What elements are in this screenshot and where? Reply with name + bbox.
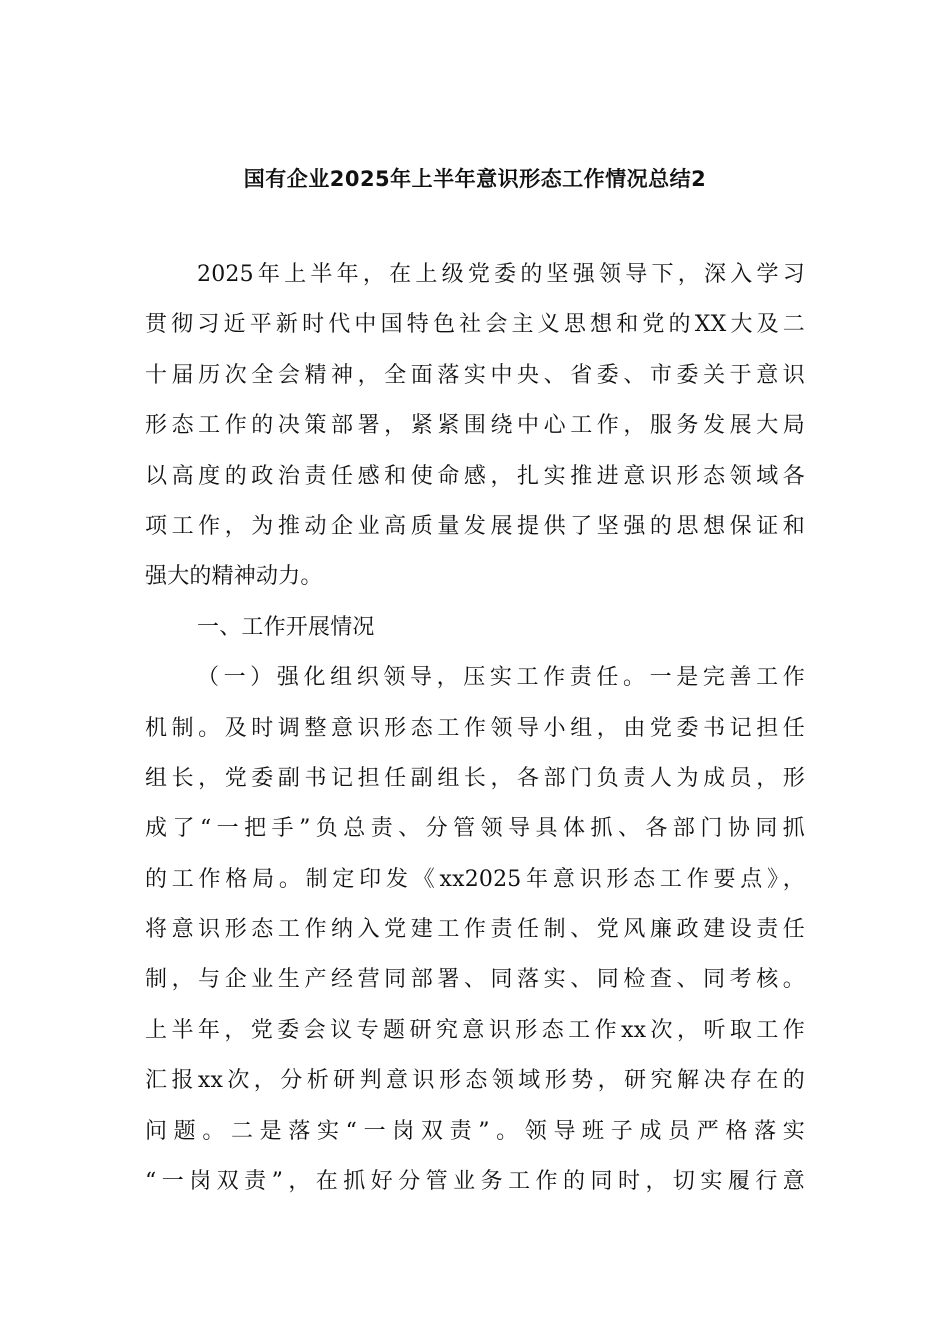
paragraph-line: 以高度的政治责任感和使命感，扎实推进意识形态领域各 xyxy=(145,463,805,489)
section-heading: 一、工作开展情况 xyxy=(197,614,375,640)
paragraph-line: 强大的精神动力。 xyxy=(145,564,323,590)
paragraph-line: 将意识形态工作纳入党建工作责任制、党风廉政建设责任 xyxy=(145,917,805,943)
paragraph-line: 上半年，党委会议专题研究意识形态工作xx次，听取工作 xyxy=(145,1017,805,1043)
paragraph-line: 问题。二是落实“一岗双责”。领导班子成员严格落实 xyxy=(145,1118,805,1144)
paragraph-line: 贯彻习近平新时代中国特色社会主义思想和党的XX大及二 xyxy=(145,312,805,338)
paragraph-line: （一）强化组织领导，压实工作责任。一是完善工作 xyxy=(197,665,805,691)
paragraph-line: 2025年上半年，在上级党委的坚强领导下，深入学习 xyxy=(197,262,805,287)
paragraph-line: 的工作格局。制定印发《xx2025年意识形态工作要点》， xyxy=(145,866,805,892)
paragraph-line: 机制。及时调整意识形态工作领导小组，由党委书记担任 xyxy=(145,715,805,741)
paragraph-line: 组长，党委副书记担任副组长，各部门负责人为成员，形 xyxy=(145,765,805,791)
document-body xyxy=(145,250,805,1207)
paragraph-line: 形态工作的决策部署，紧紧围绕中心工作，服务发展大局 xyxy=(145,413,805,439)
paragraph-line: 十届历次全会精神，全面落实中央、省委、市委关于意识 xyxy=(145,362,805,388)
paragraph-line: “一岗双责”，在抓好分管业务工作的同时，切实履行意 xyxy=(145,1169,805,1195)
document-title: 国有企业2025年上半年意识形态工作情况总结2 xyxy=(243,167,707,191)
paragraph-line: 项工作，为推动企业高质量发展提供了坚强的思想保证和 xyxy=(145,513,805,539)
paragraph-line: 汇报xx次，分析研判意识形态领域形势，研究解决存在的 xyxy=(145,1068,805,1094)
paragraph-line: 成了“一把手”负总责、分管领导具体抓、各部门协同抓 xyxy=(145,816,805,842)
paragraph-line: 制，与企业生产经营同部署、同落实、同检查、同考核。 xyxy=(145,967,805,993)
